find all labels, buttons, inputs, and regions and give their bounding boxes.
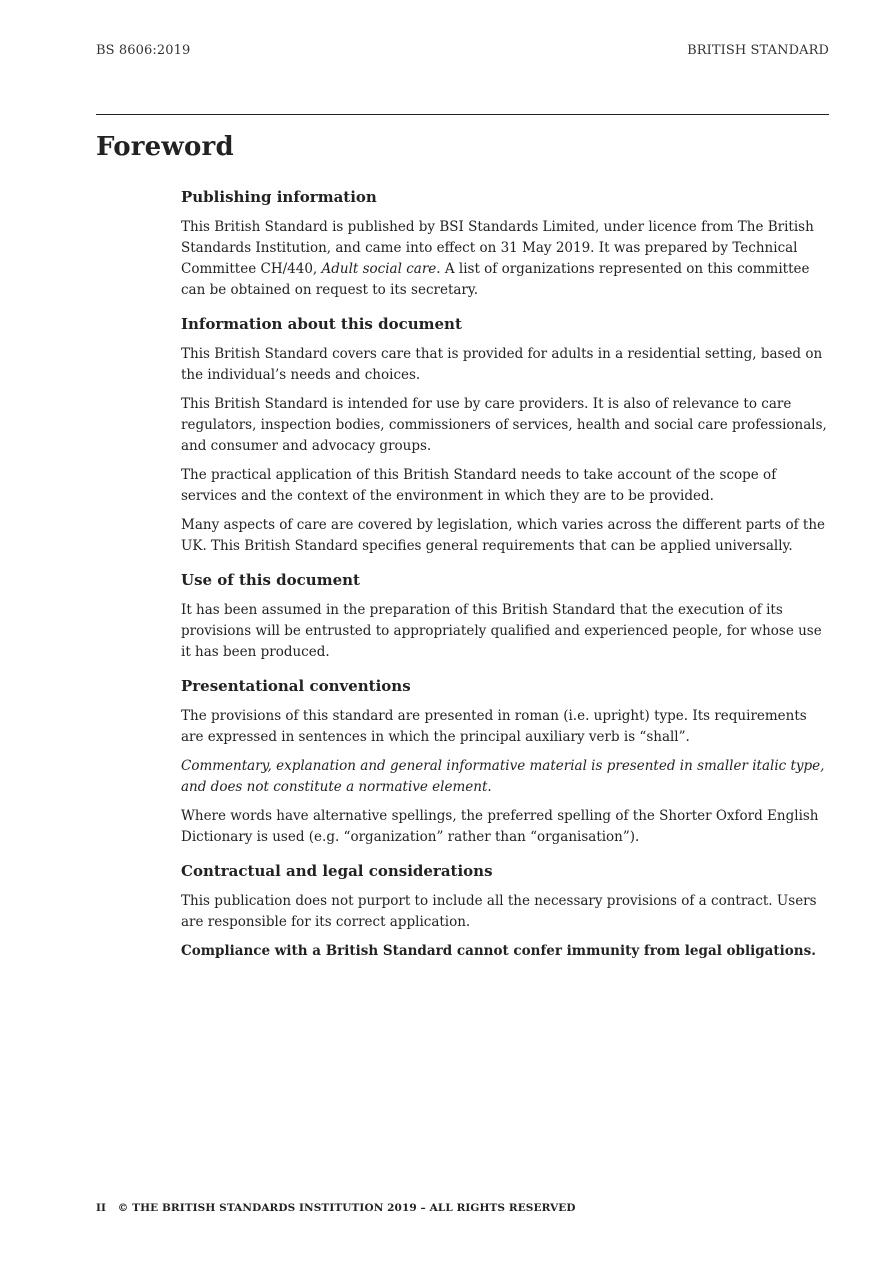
foreword-body (181, 186, 831, 970)
section-publishing-information (181, 186, 831, 301)
paragraph: This British Standard covers care that is provided for adults in a residential setting, based on the individual’s needs and choices. (181, 346, 823, 383)
paragraph-text: This British Standard is published by BSI Standards Limited, under licence from The British Standards Institution, and came into effect on 31 May 2019. It was prepared by Technical Committee CH/440, (181, 219, 814, 277)
section-heading: Information about this document (181, 315, 462, 333)
page-title: Foreword (96, 132, 234, 162)
commentary-paragraph: Commentary, explanation and general informative material is presented in smaller italic type, and does not constitute a normative element. (181, 758, 825, 795)
section-information-about-document (181, 313, 831, 557)
page-number: II (96, 1202, 107, 1214)
section-contractual-legal (181, 860, 831, 962)
header-document-number: BS 8606:2019 (96, 43, 191, 58)
paragraph: This publication does not purport to include all the necessary provisions of a contract. Users are responsible for its correct application. (181, 893, 817, 930)
paragraph (181, 217, 831, 301)
paragraph: Where words have alternative spellings, the preferred spelling of the Shorter Oxford English Dictionary is used (e.g. “organization” rather than “organisation”). (181, 808, 819, 845)
section-use-of-document (181, 569, 831, 663)
section-heading: Publishing information (181, 188, 377, 206)
section-heading: Contractual and legal considerations (181, 862, 493, 880)
section-heading: Presentational conventions (181, 677, 411, 695)
paragraph: Many aspects of care are covered by legislation, which varies across the different parts of the UK. This British Standard specifies general requirements that can be applied universally. (181, 517, 825, 554)
paragraph: The provisions of this standard are presented in roman (i.e. upright) type. Its requirements are expressed in sentences in which the principal auxiliary verb is “shall”. (181, 708, 807, 745)
committee-name: Adult social care (321, 261, 437, 277)
section-presentational-conventions (181, 675, 831, 848)
header-standard-label: BRITISH STANDARD (687, 43, 829, 58)
paragraph-text: . A list of organizations represented on this committee can be obtained on request to its secretary. (181, 261, 810, 298)
paragraph: The practical application of this British Standard needs to take account of the scope of services and the context of the environment in which they are to be provided. (181, 467, 777, 504)
paragraph: This British Standard is intended for use by care providers. It is also of relevance to care regulators, inspection bodies, commissioners of services, health and social care professionals, and consumer and advocacy groups. (181, 396, 827, 454)
header-divider (96, 114, 829, 115)
copyright-notice: © THE BRITISH STANDARDS INSTITUTION 2019 – ALL RIGHTS RESERVED (117, 1202, 576, 1214)
section-heading: Use of this document (181, 571, 360, 589)
page-footer (96, 1202, 576, 1214)
paragraph: It has been assumed in the preparation of this British Standard that the execution of its provisions will be entrusted to appropriately qualified and experienced people, for whose use it has been produced. (181, 602, 822, 660)
compliance-statement: Compliance with a British Standard cannot confer immunity from legal obligations. (181, 943, 816, 959)
